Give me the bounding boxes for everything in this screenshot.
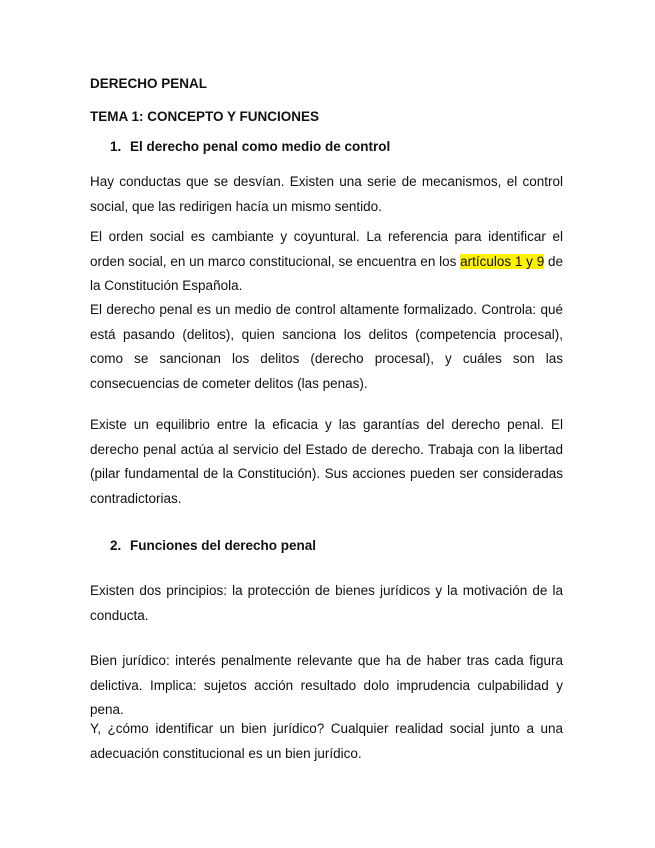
section-heading-text: Funciones del derecho penal [130,538,317,553]
topic-title: TEMA 1: CONCEPTO Y FUNCIONES [90,109,320,124]
section-number: 2. [110,538,122,553]
section-number: 1. [110,139,122,154]
paragraph-2 [90,225,563,299]
paragraph-5: Existen dos principios: la protección de bienes jurídicos y la motivación de la conducta. [90,583,563,623]
paragraph-1: Hay conductas que se desvían. Existen una serie de mecanismos, el control social, que las redirigen hacía un mismo sentido. [90,174,563,214]
section-heading-text: El derecho penal como medio de control [130,139,391,154]
paragraph-text: de la Constitución Española. [90,253,564,293]
section-heading-2 [110,538,316,554]
paragraph-4: Existe un equilibrio entre la eficacia y las garantías del derecho penal. El derecho penal actúa al servicio del Estado de derecho. Trabaja con la libertad (pilar fundamental de la Constitución). Sus acciones pueden ser consideradas contradictorias. [90,417,563,506]
document-title: DERECHO PENAL [90,76,208,91]
paragraph-3: El derecho penal es un medio de control altamente formalizado. Controla: qué está pasando (delitos), quien sanciona los delitos (competencia procesal), como se sancionan los delitos (derecho procesal), y cuáles son las consecuencias de cometer delitos (las penas). [90,302,563,391]
paragraph-7: Y, ¿cómo identificar un bien jurídico? Cualquier realidad social junto a una adecuación constitucional es un bien jurídico. [90,721,563,761]
paragraph-6: Bien jurídico: interés penalmente relevante que ha de haber tras cada figura delictiva. Implica: sujetos acción resultado dolo imprudencia culpabilidad y pena. [90,653,563,717]
highlighted-reference: artículos 1 y 9 [460,253,545,269]
paragraph-text: El orden social es cambiante y coyuntural. La referencia para identificar el orden social, en un marco constitucional, se encuentra en los [90,229,563,269]
section-heading-1 [110,139,390,155]
